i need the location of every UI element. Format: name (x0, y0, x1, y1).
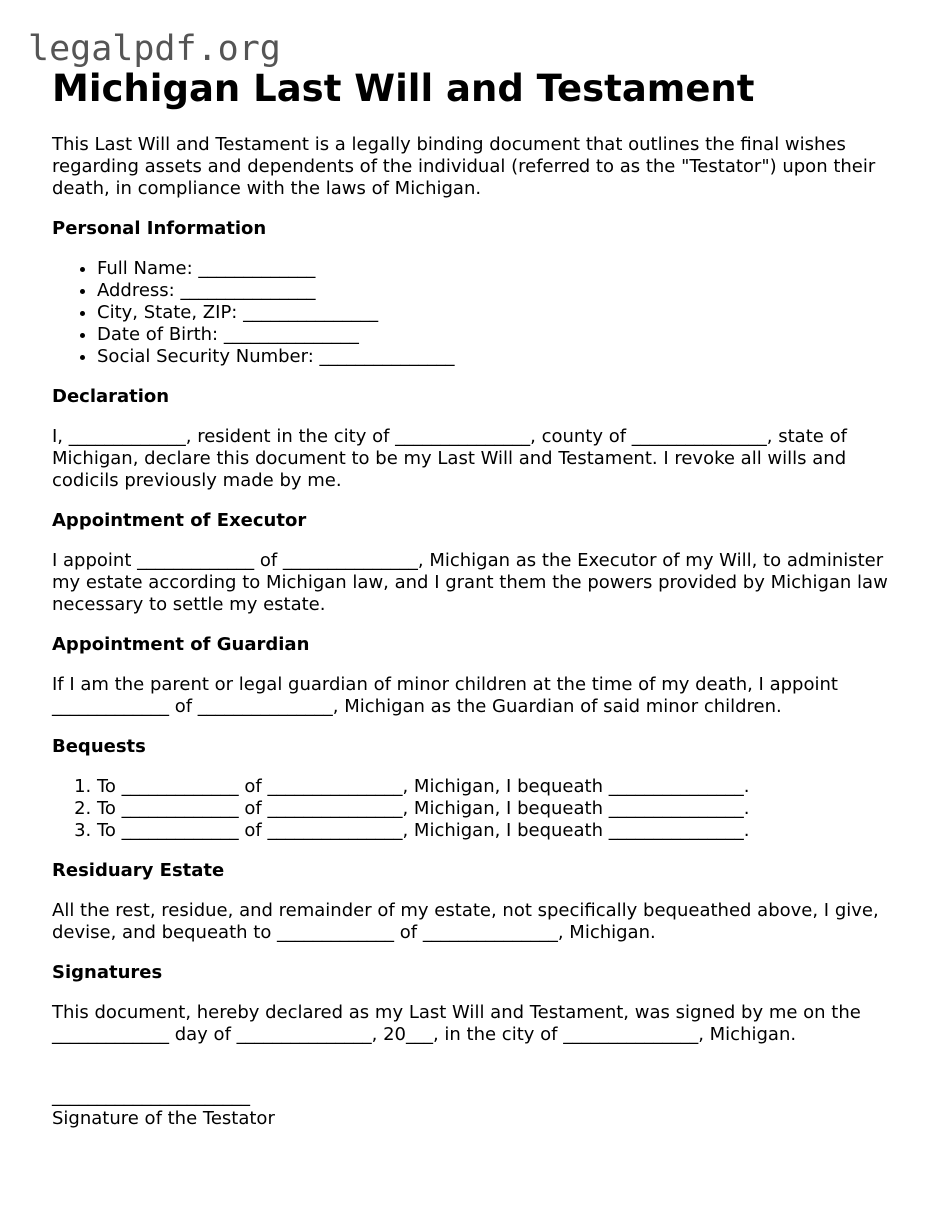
guardian-heading: Appointment of Guardian (52, 634, 310, 655)
city-state-zip-field: • City, State, ZIP: _______________ (97, 302, 892, 324)
document-title: Michigan Last Will and Testament (52, 67, 755, 110)
date-of-birth-field: • Date of Birth: _______________ (97, 324, 892, 346)
residuary-estate-heading: Residuary Estate (52, 860, 225, 881)
address-field: • Address: _______________ (97, 280, 892, 302)
residuary-estate-paragraph: All the rest, residue, and remainder of my estate, not specifically bequeathed above, I give, devise, and bequeath to _____________ of _______________, Michigan. (52, 900, 879, 943)
ssn-field: • Social Security Number: _______________ (97, 346, 892, 368)
signatures-heading: Signatures (52, 962, 163, 983)
declaration-heading: Declaration (52, 386, 170, 407)
bequests-heading: Bequests (52, 736, 146, 757)
watermark: legalpdf.org (28, 29, 281, 69)
guardian-paragraph: If I am the parent or legal guardian of minor children at the time of my death, I appoint _____________ of _______________, Michigan as the Guardian of said minor children. (52, 674, 838, 717)
signatures-paragraph: This document, hereby declared as my Last Will and Testament, was signed by me on the _____________ day of _______________, 20___, in the city of _______________, Michigan. (52, 1002, 861, 1045)
bequest-item: 2. To _____________ of _______________, Michigan, I bequeath _______________. (97, 798, 892, 820)
signature-line: ______________________ (52, 1086, 250, 1107)
bequest-item: 1. To _____________ of _______________, Michigan, I bequeath _______________. (97, 776, 892, 798)
declaration-paragraph: I, _____________, resident in the city of _______________, county of _______________, state of Michigan, declare this document to be my Last Will and Testament. I revoke all wills and codicils previously made by me. (52, 426, 847, 491)
full-name-field: • Full Name: _____________ (97, 258, 892, 280)
document-page (52, 64, 892, 1130)
signature-label: Signature of the Testator (52, 1108, 275, 1129)
bequests-list (52, 776, 892, 842)
executor-paragraph: I appoint _____________ of _______________, Michigan as the Executor of my Will, to administer my estate according to Michigan law, and I grant them the powers provided by Michigan law necessary to settle my estate. (52, 550, 888, 615)
personal-information-heading: Personal Information (52, 218, 267, 239)
bequest-item: 3. To _____________ of _______________, Michigan, I bequeath _______________. (97, 820, 892, 842)
executor-heading: Appointment of Executor (52, 510, 307, 531)
personal-information-list (52, 258, 892, 368)
intro-paragraph: This Last Will and Testament is a legally binding document that outlines the final wishes regarding assets and dependents of the individual (referred to as the "Testator") upon their death, in compliance with the laws of Michigan. (52, 134, 876, 199)
